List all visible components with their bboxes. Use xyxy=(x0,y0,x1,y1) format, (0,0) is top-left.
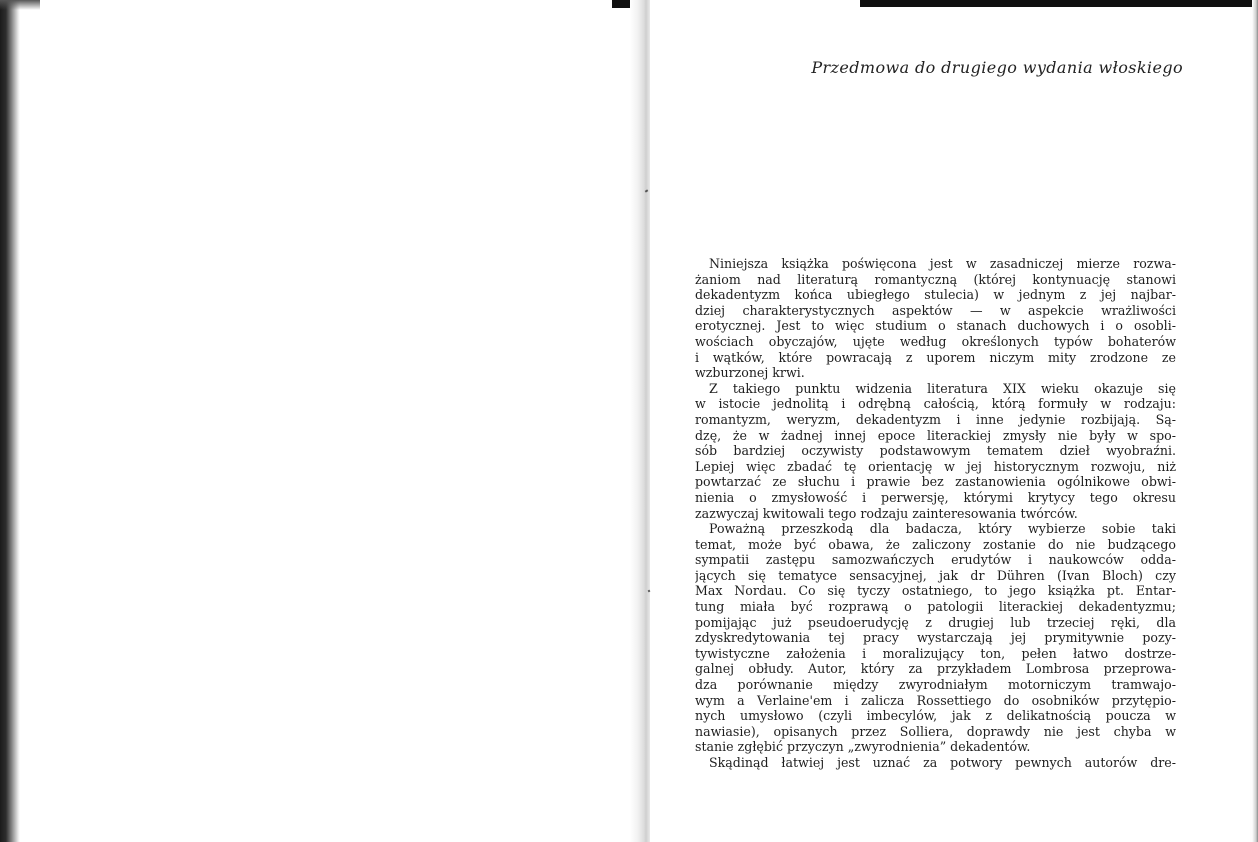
text-line: dza porównanie między zwyrodniałym motorniczym tramwajo- xyxy=(695,677,1176,693)
running-head: Przedmowa do drugiego wydania włoskiego xyxy=(811,58,1183,77)
text-line: dziej charakterystycznych aspektów — w aspekcie wrażliwości xyxy=(695,302,1176,318)
text-line: wym a Verlaine'em i zalicza Rossettiego do osobników przytępio- xyxy=(695,692,1176,708)
text-line: sympatii zastępu samozwańczych erudytów i naukowców odda- xyxy=(695,552,1176,568)
text-line: erotycznej. Jest to więc studium o stanach duchowych i o osobli- xyxy=(695,318,1176,334)
text-line: temat, może być obawa, że zaliczony zostanie do nie budzącego xyxy=(695,536,1176,552)
text-line: wościach obyczajów, ujęte według określonych typów bohaterów xyxy=(695,333,1176,349)
top-scan-bar xyxy=(860,0,1258,7)
text-line: wzburzonej krwi. xyxy=(695,365,805,381)
right-scan-edge xyxy=(1252,0,1258,842)
text-line: romantyzm, weryzm, dekadentyzm i inne jedynie rozbijają. Są- xyxy=(695,411,1176,427)
text-line: nych umysłowo (czyli imbecylów, jak z delikatnością poucza w xyxy=(695,708,1176,724)
text-line: żaniom nad literaturą romantyczną (której kontynuację stanowi xyxy=(695,271,1176,287)
left-top-shadow xyxy=(0,0,40,10)
text-line: nawiasie), opisanych przez Solliera, doprawdy nie jest chyba w xyxy=(695,723,1176,739)
left-page-blank xyxy=(18,0,640,842)
text-line: Niniejsza książka poświęcona jest w zasadniczej mierze rozwa- xyxy=(709,256,1176,271)
text-line: Skądinąd łatwiej jest uznać za potwory pewnych autorów dre- xyxy=(709,755,1176,770)
text-line: stanie zgłębić przyczyn „zwyrodnienia” dekadentów. xyxy=(695,739,1031,755)
text-line: Max Nordau. Co się tyczy ostatniego, to jego książka pt. Entar- xyxy=(695,583,1176,599)
text-line: galnej obłudy. Autor, który za przykładem Lombrosa przeprowa- xyxy=(695,661,1176,677)
text-line: pomijając już pseudoerudycję z drugiej lub trzeciej ręki, dla xyxy=(695,614,1176,630)
text-line: jących się tematyce sensacyjnej, jak dr Dühren (Ivan Bloch) czy xyxy=(695,567,1176,583)
text-line: dekadentyzm końca ubiegłego stulecia) w jednym z jej najbar- xyxy=(695,287,1176,303)
text-line: zazwyczaj kwitowali tego rodzaju zainteresowania twórców. xyxy=(695,505,1078,521)
text-line: zdyskredytowania tej pracy wystarczają jej prymitywnie pozy- xyxy=(695,630,1176,646)
text-line: tywistyczne założenia i moralizujący ton, pełen łatwo dostrze- xyxy=(695,645,1176,661)
text-line: Z takiego punktu widzenia literatura XIX wieku okazuje się xyxy=(709,380,1176,396)
text-line: Lepiej więc zbadać tę orientację w jej historycznym rozwoju, niż xyxy=(695,458,1176,474)
text-line: dzę, że w żadnej innej epoce literackiej zmysły nie były w spo- xyxy=(695,427,1176,443)
text-line: sób bardziej oczywisty podstawowym tematem dzieł wyobraźni. xyxy=(695,443,1176,459)
text-line: w istocie jednolitą i odrębną całością, którą formuły w rodzaju: xyxy=(695,396,1176,412)
text-line: i wątków, które powracają z uporem niczym mity zrodzone ze xyxy=(695,349,1176,365)
text-line: tung miała być rozprawą o patologii literackiej dekadentyzmu; xyxy=(695,599,1176,615)
body-text xyxy=(695,256,1176,771)
text-line: Poważną przeszkodą dla badacza, który wybierze sobie taki xyxy=(709,521,1176,537)
left-scan-edge xyxy=(0,0,20,842)
text-line: nienia o zmysłowość i perwersję, którymi krytycy tego okresu xyxy=(695,489,1176,505)
text-line: powtarzać ze słuchu i prawie bez zastanowienia ogólnikowe obwi- xyxy=(695,474,1176,490)
